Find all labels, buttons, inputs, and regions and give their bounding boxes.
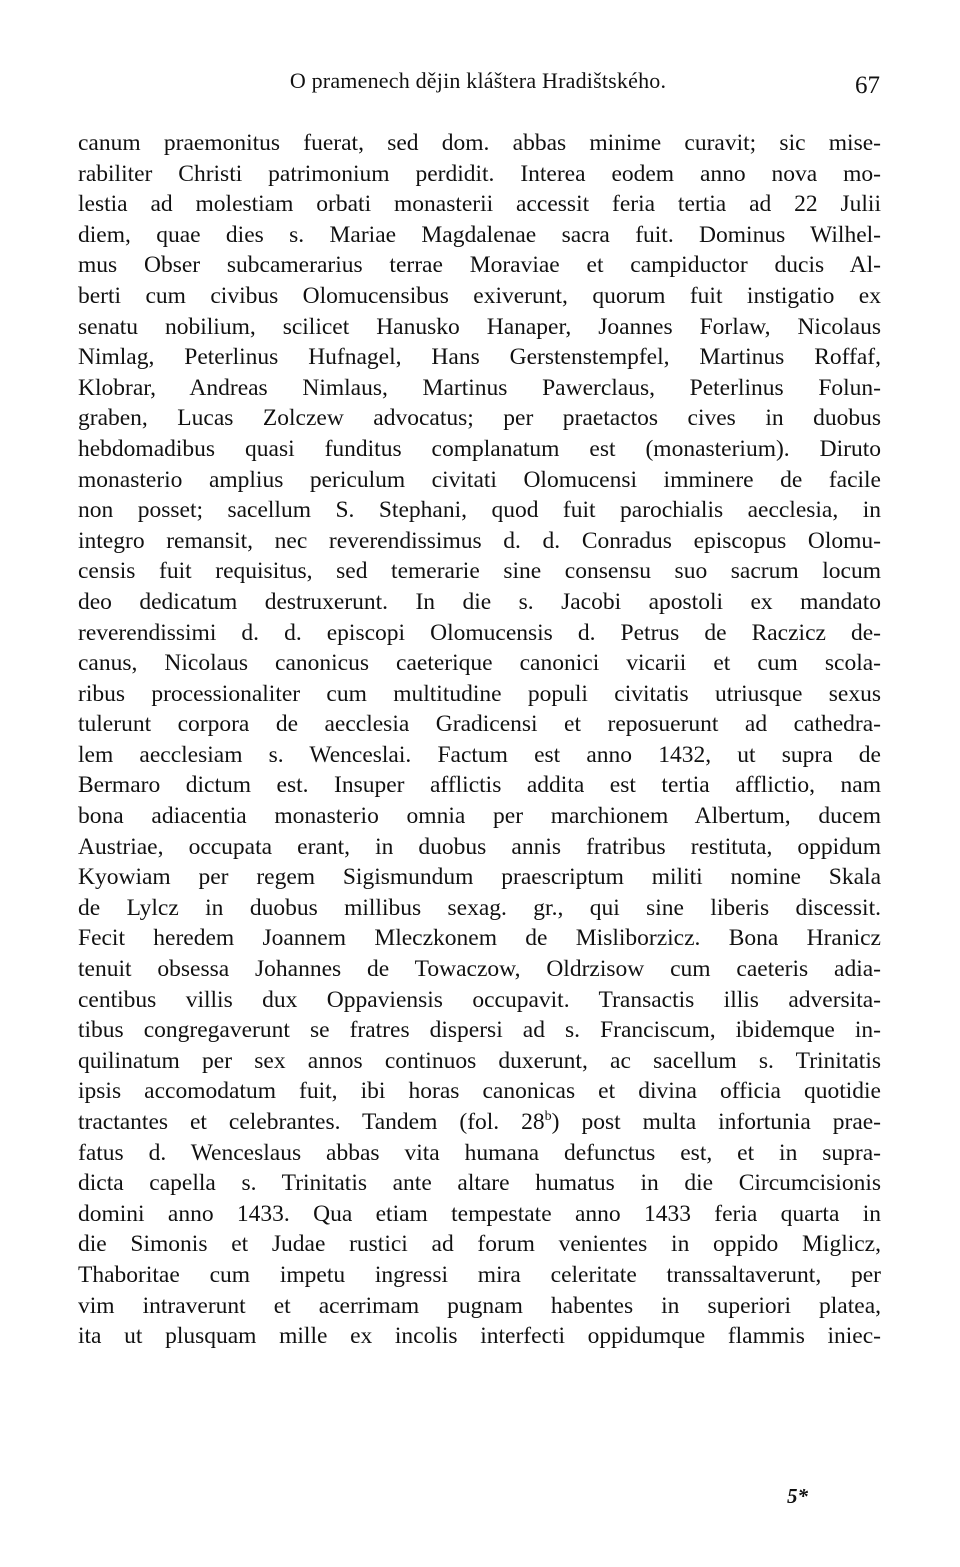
page-header [76,68,880,108]
text-line: Klobrar, Andreas Nimlaus, Martinus Pawerclaus, Peterlinus Folun- [78,374,881,401]
text-line: centibus villis dux Oppaviensis occupavit. Transactis illis adversita- [78,986,881,1013]
text-line: dicta capella s. Trinitatis ante altare humatus in die Circumcisionis [78,1170,881,1197]
text-line: canus, Nicolaus canonicus caeterique canonici vicarii et cum scola- [78,650,881,677]
text-line: berti cum civibus Olomucensibus exiverunt, quorum fuit instigatio ex [78,282,881,309]
running-head: O pramenech dějin kláštera Hradištského. [289,68,667,93]
text-line: ita ut plusquam mille ex incolis interfecti oppidumque flammis iniec- [78,1323,881,1350]
text-line: Bermaro dictum est. Insuper afflictis addita est tertia afflictio, nam [78,772,881,799]
text-line: ipsis accomodatum fuit, ibi horas canonicas et divina officia quotidie [78,1078,881,1105]
text-segment: tractantes et celebrantes. Tandem (fol. 28 [78,1109,545,1135]
text-line: tibus congregaverunt se fratres dispersi ad s. Franciscum, ibidemque in- [78,1017,881,1044]
text-segment: ) post multa infortunia prae- [551,1109,881,1135]
text-line: diem, quae dies s. Mariae Magdalenae sacra fuit. Dominus Wilhel- [78,221,881,248]
superscript-folio-side: b [544,1109,552,1125]
text-line: canum praemonitus fuerat, sed dom. abbas minime curavit; sic mise- [78,130,881,156]
text-line: quilinatum per sex annos continuos duxerunt, ac sacellum s. Trinitatis [78,1047,881,1074]
text-line: Austriae, occupata erant, in duobus annis fratribus restituta, oppidum [78,833,881,860]
text-line: die Simonis et Judae rustici ad forum venientes in oppido Miglicz, [78,1231,881,1258]
text-line: fatus d. Wenceslaus abbas vita humana defunctus est, et in supra- [78,1139,881,1166]
text-line: ribus processionaliter cum multitudine populi civitatis utriusque sexus [78,680,881,707]
text-line: vim intraverunt et acerrimam pugnam habentes in superiori platea, [78,1292,881,1319]
text-line: censis fuit requisitus, sed temerarie sine consensu suo sacrum locum [78,558,881,585]
text-line: lem aecclesiam s. Wenceslai. Factum est anno 1432, ut supra de [78,741,881,768]
signature-mark: 5* [787,1484,808,1508]
text-line: hebdomadibus quasi funditus complanatum est (monasterium). Diruto [78,435,881,462]
text-line: lestia ad molestiam orbati monasterii accessit feria tertia ad 22 Julii [78,191,881,218]
text-line: graben, Lucas Zolczew advocatus; per praetactos cives in duobus [78,405,881,432]
text-line: senatu nobilium, scilicet Hanusko Hanaper, Joannes Forlaw, Nicolaus [78,313,881,340]
text-line: reverendissimi d. d. episcopi Olomucensis d. Petrus de Raczicz de- [78,619,881,646]
text-line: Thaboritae cum impetu ingressi mira celeritate transsaltaverunt, per [78,1261,881,1288]
text-line: tenuit obsessa Johannes de Towaczow, Oldrzisow cum caeteris adia- [78,956,881,983]
text-line-with-superscript [78,1107,881,1138]
text-line: de Lylcz in duobus millibus sexag. gr., qui sine liberis discessit. [78,894,881,921]
page-number: 67 [855,72,880,99]
body-text [78,128,881,1352]
text-line: integro remansit, nec reverendissimus d. d. Conradus episcopus Olomu- [78,527,881,554]
text-line: bona adiacentia monasterio omnia per marchionem Albertum, ducem [78,803,881,830]
text-line: Kyowiam per regem Sigismundum praescriptum militi nomine Skala [78,864,881,891]
text-line: non posset; sacellum S. Stephani, quod fuit parochialis aecclesia, in [78,497,881,524]
text-line: domini anno 1433. Qua etiam tempestate anno 1433 feria quarta in [78,1200,881,1227]
text-line: deo dedicatum destruxerunt. In die s. Jacobi apostoli ex mandato [78,588,881,615]
text-line: rabiliter Christi patrimonium perdidit. Interea eodem anno nova mo- [78,160,881,187]
text-line: tulerunt corpora de aecclesia Gradicensi et reposuerunt ad cathedra- [78,711,881,738]
text-line: Nimlag, Peterlinus Hufnagel, Hans Gerstenstempfel, Martinus Roffaf, [78,344,881,371]
text-line: mus Obser subcamerarius terrae Moraviae et campiductor ducis Al- [78,252,881,279]
text-line: monasterio amplius periculum civitati Olomucensi imminere de facile [78,466,881,493]
text-line: Fecit heredem Joannem Mleczkonem de Misliborzicz. Bona Hranicz [78,925,881,952]
